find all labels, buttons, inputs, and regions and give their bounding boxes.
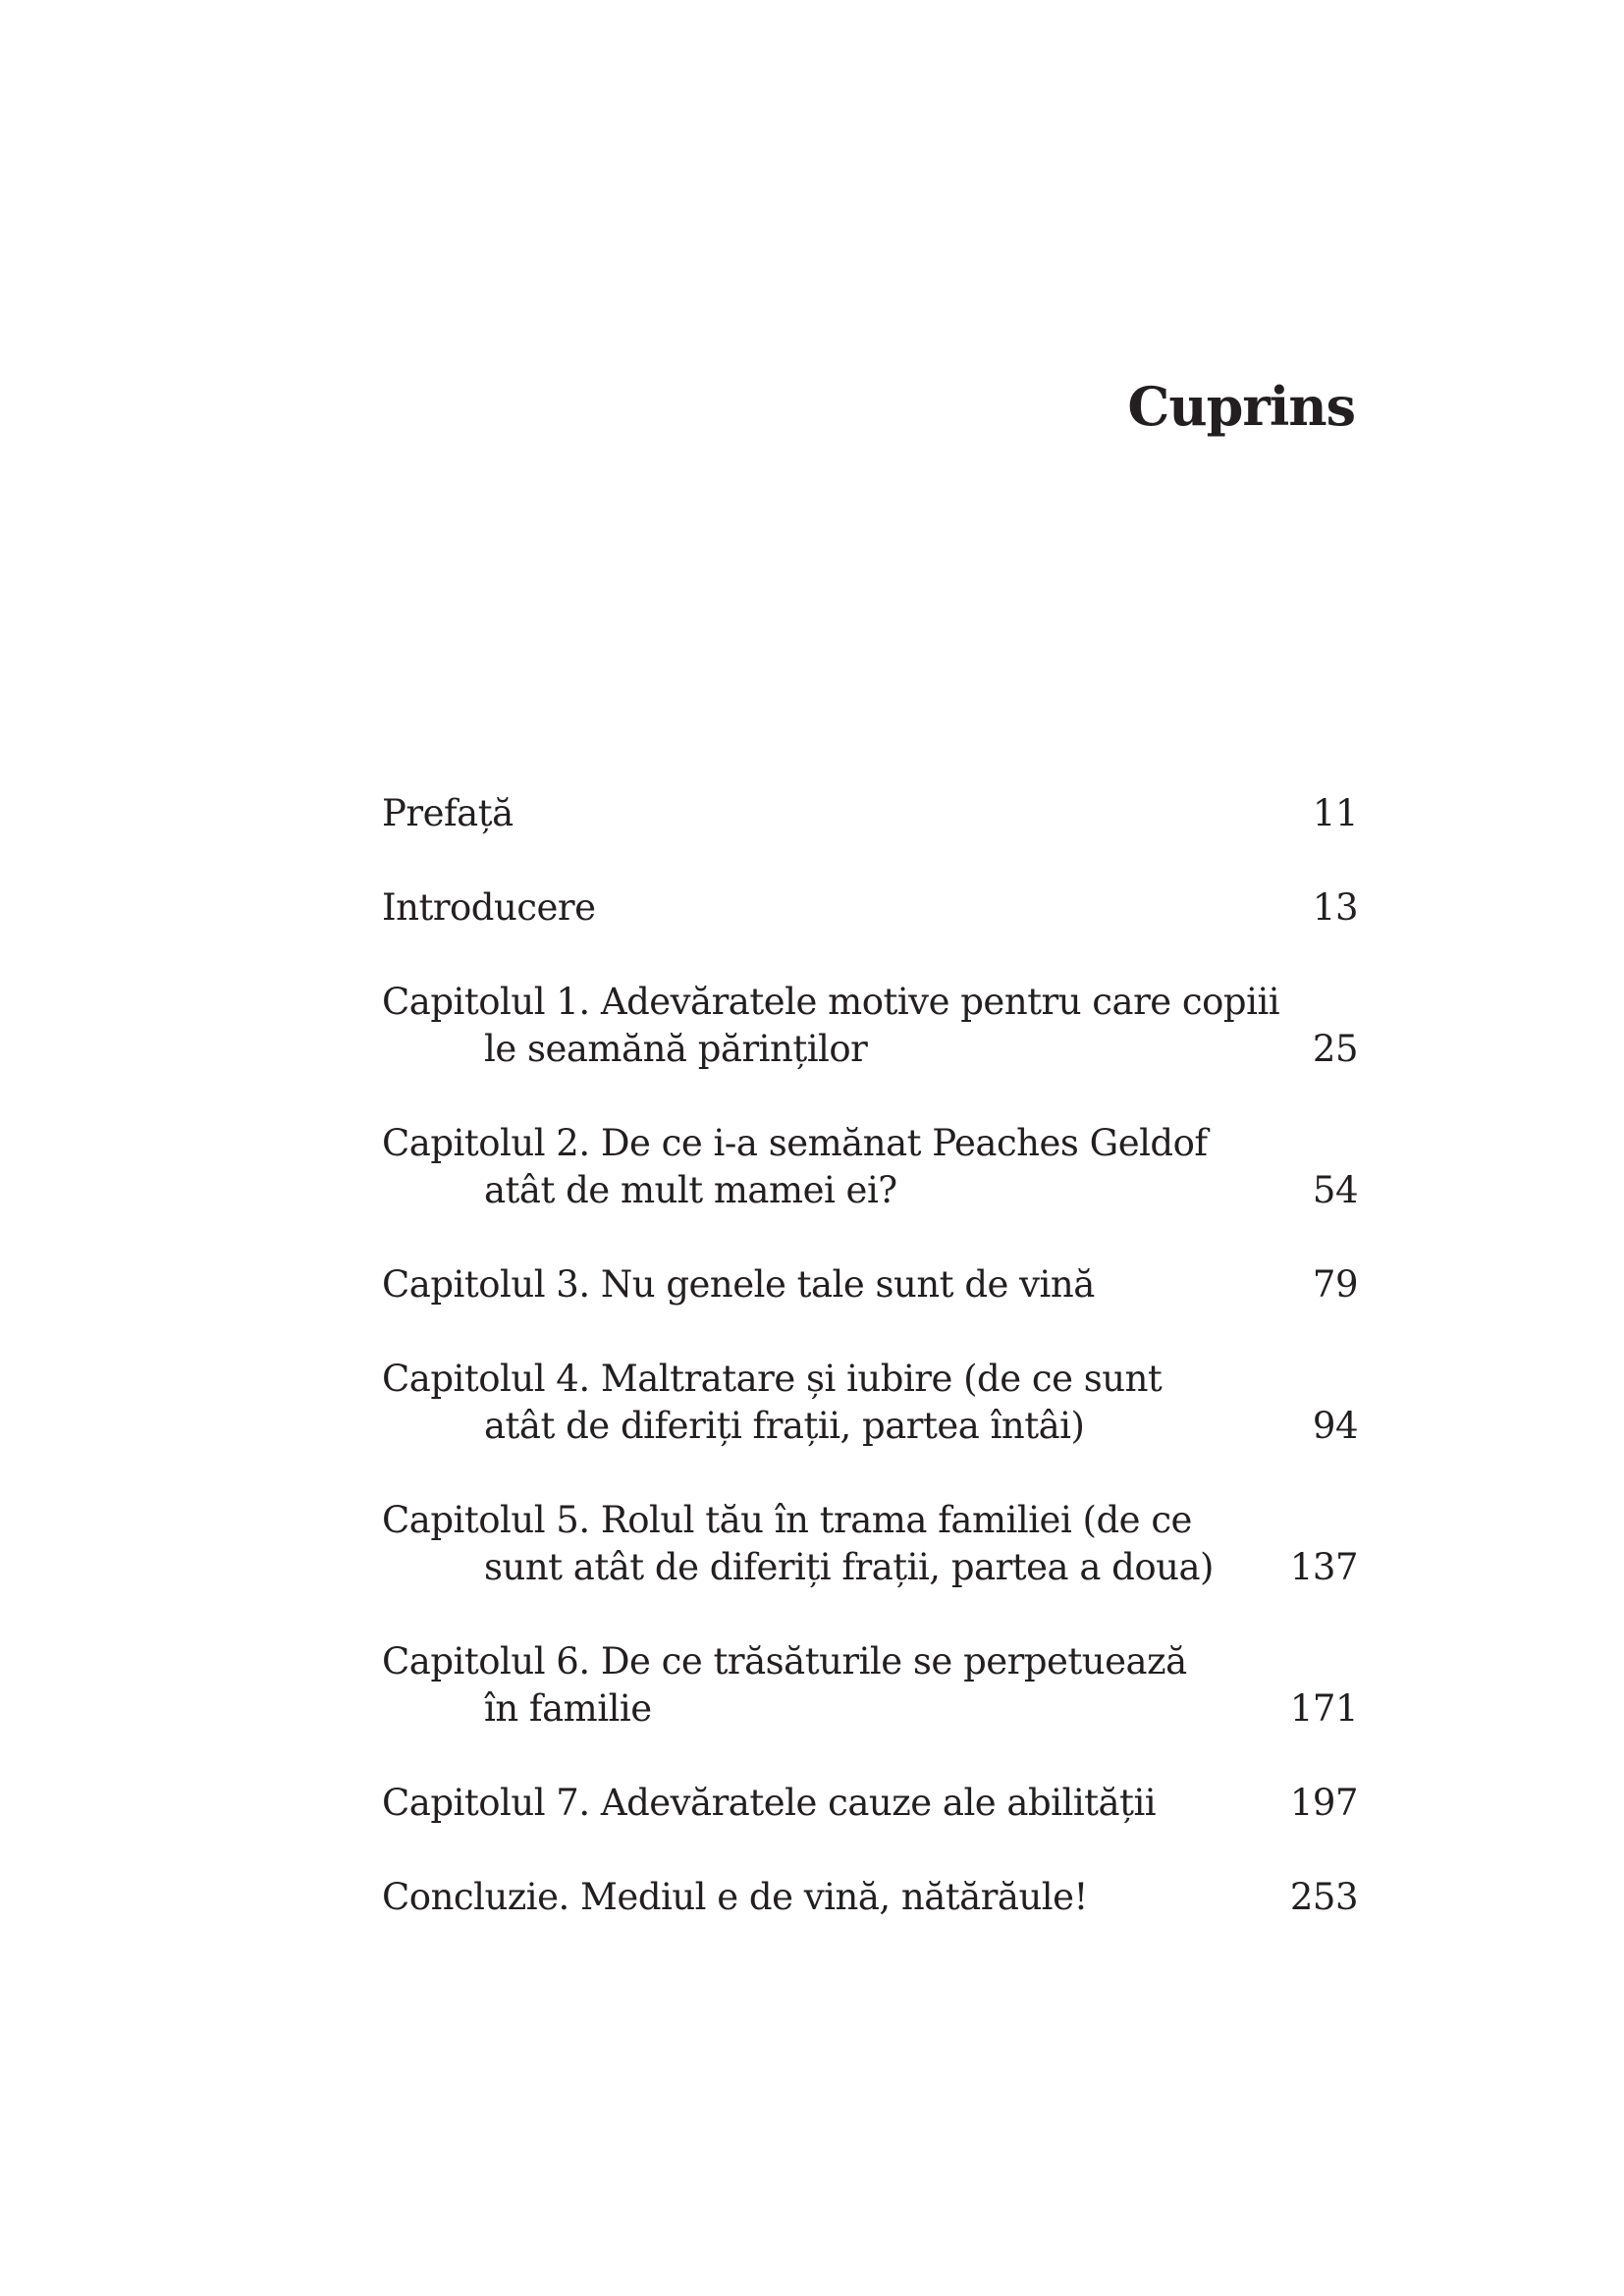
toc-entry-capitolul-7 bbox=[382, 1780, 1358, 1827]
toc-line: Capitolul 6. De ce trăsăturile se perpetuează bbox=[382, 1640, 1187, 1682]
toc-entry-title bbox=[382, 1120, 1313, 1214]
toc-line-continuation: atât de mult mamei ei? bbox=[484, 1169, 897, 1211]
toc-line: Capitolul 4. Maltratare și iubire (de ce sunt bbox=[382, 1358, 1163, 1400]
toc-page-number: 253 bbox=[1289, 1876, 1358, 1918]
toc-line: Capitolul 3. Nu genele tale sunt de vină bbox=[382, 1263, 1095, 1306]
toc-entry-title bbox=[382, 884, 1313, 932]
toc-page-number: 13 bbox=[1312, 886, 1358, 929]
toc-entry-title bbox=[382, 790, 1313, 837]
toc-line: Capitolul 1. Adevăratele motive pentru care copiii bbox=[382, 981, 1280, 1023]
toc-page-number: 137 bbox=[1289, 1546, 1358, 1588]
toc-entry-title bbox=[382, 1874, 1290, 1921]
toc-entry-title bbox=[382, 1638, 1290, 1733]
table-of-contents bbox=[382, 790, 1358, 1968]
toc-page-number: 171 bbox=[1289, 1687, 1358, 1730]
toc-line: Concluzie. Mediul e de vină, nătărăule! bbox=[382, 1876, 1088, 1918]
toc-line-continuation: în familie bbox=[484, 1687, 652, 1730]
toc-line-continuation: sunt atât de diferiți frații, partea a doua) bbox=[484, 1546, 1214, 1588]
toc-entry-capitolul-3 bbox=[382, 1261, 1358, 1308]
toc-page-number: 94 bbox=[1312, 1405, 1358, 1447]
toc-entry-capitolul-4 bbox=[382, 1356, 1358, 1450]
toc-page-number: 79 bbox=[1312, 1263, 1358, 1306]
toc-entry-capitolul-1 bbox=[382, 979, 1358, 1073]
toc-line: Prefață bbox=[382, 792, 514, 834]
toc-entry-title bbox=[382, 1780, 1290, 1827]
toc-entry-capitolul-6 bbox=[382, 1638, 1358, 1733]
toc-line: Introducere bbox=[382, 886, 596, 929]
page-title: Cuprins bbox=[1127, 375, 1355, 438]
toc-line-continuation: le seamănă părinților bbox=[484, 1028, 868, 1070]
toc-page-number: 11 bbox=[1312, 792, 1358, 834]
toc-entry-introducere bbox=[382, 884, 1358, 932]
toc-line: Capitolul 5. Rolul tău în trama familiei (de ce bbox=[382, 1499, 1192, 1541]
toc-line: Capitolul 2. De ce i-a semănat Peaches Geldof bbox=[382, 1122, 1208, 1164]
toc-entry-capitolul-5 bbox=[382, 1497, 1358, 1591]
toc-entry-capitolul-2 bbox=[382, 1120, 1358, 1214]
toc-entry-concluzie bbox=[382, 1874, 1358, 1921]
toc-entry-title bbox=[382, 1261, 1313, 1308]
toc-page-number: 54 bbox=[1312, 1169, 1358, 1211]
toc-entry-title bbox=[382, 1497, 1290, 1591]
toc-page-number: 197 bbox=[1289, 1782, 1358, 1824]
toc-entry-title bbox=[382, 979, 1313, 1073]
toc-entry-prefata bbox=[382, 790, 1358, 837]
toc-entry-title bbox=[382, 1356, 1313, 1450]
toc-page-number: 25 bbox=[1312, 1028, 1358, 1070]
toc-line-continuation: atât de diferiți frații, partea întâi) bbox=[484, 1405, 1085, 1447]
toc-line: Capitolul 7. Adevăratele cauze ale abilității bbox=[382, 1782, 1157, 1824]
